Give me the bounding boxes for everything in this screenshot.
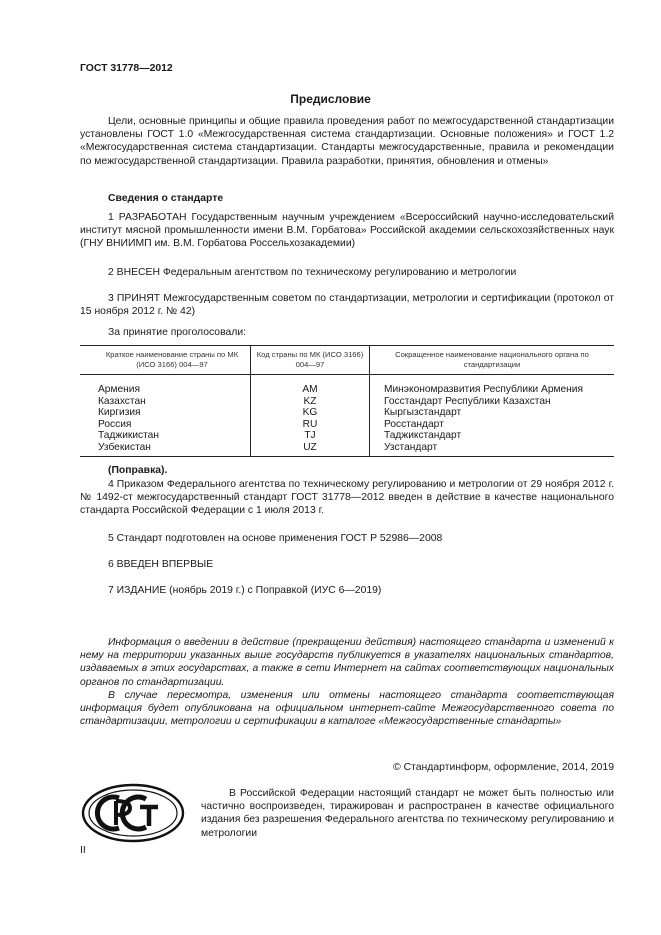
amendment-note: (Поправка). [108,465,168,476]
cell-code: KZ [251,396,370,408]
rst-logo-icon [80,782,186,848]
cell-country: Казахстан [98,395,146,407]
cell-body: Таджикстандарт [370,430,615,442]
cell-body: Узстандарт [370,442,615,456]
cell-code: UZ [251,442,370,456]
notice-text: В Российской Федерации настоящий стандарт не может быть полностью или частично воспроизведен, тиражирован и распространен в качестве официального издания без разрешения Федерального агентства по техническому регулированию и метрологии [201,788,614,839]
table-row [80,430,614,442]
cell-code: TJ [251,430,370,442]
item-5 [80,532,614,545]
reproduction-notice [201,787,614,840]
cell-code: RU [251,419,370,431]
cell-code: AM [251,375,370,396]
cell-body: Росстандарт [370,419,615,431]
table-row [80,375,614,396]
section-heading: Сведения о стандарте [108,193,224,204]
item-4 [80,478,614,518]
table-header-row [80,346,614,375]
intro-paragraph: Цели, основные принципы и общие правила проведения работ по межгосударственной стандартизации установлены ГОСТ 1.0 «Межгосударственная система стандартизации. Основные положения» и ГОСТ 1.2 «Межгосударственная система стандартизации. Стандарты межгосударственные, правила и рекомендации по межгосударственной стандартизации. Правила разработки, принятия, обновления и отмены» [80,116,614,167]
item-6-text: 6 ВВЕДЕН ВПЕРВЫЕ [108,559,214,570]
table-row [80,407,614,419]
table-row [80,396,614,408]
item-7 [80,584,614,597]
copyright: © Стандартинформ, оформление, 2014, 2019 [393,762,614,773]
item-4-text: 4 Приказом Федерального агентства по техническому регулированию и метрологии от 29 ноября 2012 г. № 1492-ст межгосударственный стандарт ГОСТ 31778—2012 введен в действие в качестве национального стандарта Российской Федерации с 1 июля 2013 г. [80,479,614,517]
page-number: II [80,845,86,856]
cell-country: Таджикистан [98,430,159,442]
header-body: Сокращенное наименование национального органа по стандартизации [370,346,615,375]
item-6 [80,558,614,571]
vote-intro [80,326,614,339]
header-code: Код страны по МК (ИСО 3166) 004—97 [251,346,370,375]
header-country: Краткое наименование страны по МК (ИСО 3166) 004—97 [80,346,251,375]
item-1 [80,211,614,251]
cell-body: Минэкономразвития Республики Армения [370,375,615,396]
item-5-text: 5 Стандарт подготовлен на основе применения ГОСТ Р 52986—2008 [108,533,443,544]
document-code: ГОСТ 31778—2012 [80,63,173,74]
cell-body: Госстандарт Республики Казахстан [370,396,615,408]
voting-table [80,345,614,457]
cell-body: Кыргызстандарт [370,407,615,419]
info-2-text: В случае пересмотра, изменения или отмены настоящего стандарта соответствующая информация будет опубликована на официальном интернет-сайте Межгосударственного совета по стандартизации, метрологии и сертификации в каталоге «Межгосударственные стандарты» [80,689,614,728]
cell-country: Россия [98,418,132,430]
item-2-text: 2 ВНЕСЕН Федеральным агентством по техническому регулированию и метрологии [108,267,517,278]
item-2 [80,266,614,279]
table-row [80,442,614,456]
cell-country: Узбекистан [80,442,251,456]
info-1-text: Информация о введении в действие (прекращении действия) настоящего стандарта и изменений к нему на территории указанных выше государств публикуется в указателях национальных стандартов, издаваемых в этих государствах, а также в сети Интернет на сайтах соответствующих национальных органов по стандартизации. [80,637,614,688]
info-publication [80,636,614,728]
cell-code: KG [251,407,370,419]
table-row [80,419,614,431]
vote-intro-text: За принятие проголосовали: [108,327,247,338]
item-1-text: 1 РАЗРАБОТАН Государственным научным учреждением «Всероссийский научно-исследовательский институт мясной промышленности имени В.М. Горбатова» Российской академии сельскохозяйственных наук (ГНУ ВНИИМП им. В.М. Горбатова Россельхозакадемии) [80,212,614,250]
item-3 [80,292,614,318]
preface-intro [80,115,614,168]
preface-title: Предисловие [290,92,371,106]
item-3-text: 3 ПРИНЯТ Межгосударственным советом по стандартизации, метрологии и сертификации (протокол от 15 ноября 2012 г. № 42) [80,293,614,318]
cell-country: Армения [98,384,140,395]
item-7-text: 7 ИЗДАНИЕ (ноябрь 2019 г.) с Поправкой (ИУС 6—2019) [108,585,382,596]
cell-country: Киргизия [98,407,141,419]
